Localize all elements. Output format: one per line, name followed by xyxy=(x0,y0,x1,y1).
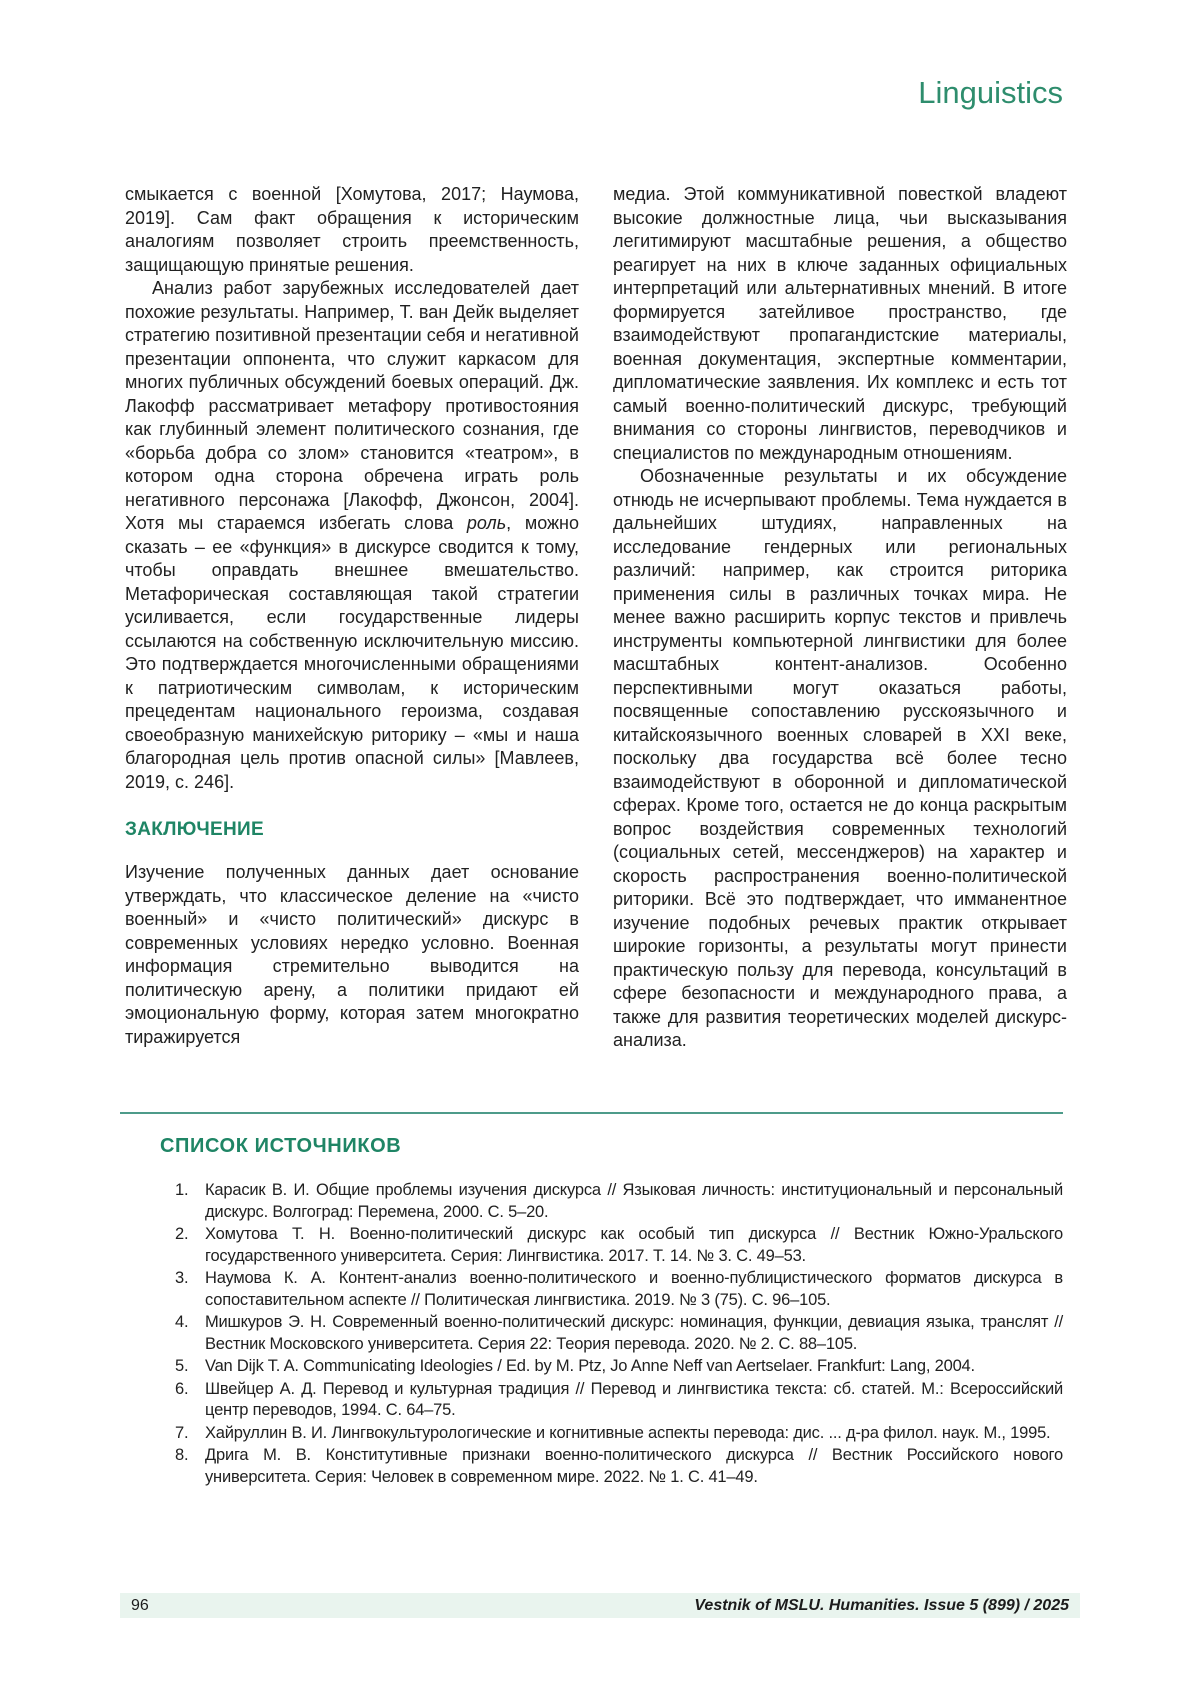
reference-item: Наумова К. А. Контент-анализ военно-политического и военно-публицистического форматов дискурса в сопоставительном аспекте // Политическая лингвистика. 2019. № 3 (75). С. 96–105. xyxy=(205,1269,1063,1309)
references-heading: СПИСОК ИСТОЧНИКОВ xyxy=(160,1135,402,1157)
reference-item: Хайруллин В. И. Лингвокультурологические и когнитивные аспекты перевода: дис. ... д-ра филол. наук. М., 1995. xyxy=(205,1423,1051,1442)
italic-term: роль xyxy=(466,513,507,533)
paragraph-text: , можно сказать – ее «функция» в дискурсе сводится к тому, чтобы оправдать внешнее вмешательство. Метафорическая составляющая такой стратегии усиливается, если государственные лидеры ссылаются на собственную исключительную миссию. Это подтверждается многочисленными обращениями к патриотическим символам, к историческим прецедентам национального героизма, создавая своеобразную манихейскую риторику – «мы и наша благородная цель против опасной силы» [Мавлеев, 2019, с. 246]. xyxy=(125,513,580,792)
reference-item: Швейцер А. Д. Перевод и культурная традиция // Перевод и лингвистика текста: сб. статей. М.: Всероссийский центр переводов, 1994. С. 64–75. xyxy=(205,1379,1063,1419)
reference-item: Van Dijk T. A. Communicating Ideologies / Ed. by M. Ptz, Jo Anne Neff van Aertselaer. Frankfurt: Lang, 2004. xyxy=(205,1357,975,1375)
left-column xyxy=(125,183,579,1053)
paragraph: Изучение полученных данных дает основание утверждать, что классическое деление на «чисто военный» и «чисто политический» дискурс в современных условиях нередко условно. Военная информация стремительно выводится на политическую арену, а политики придают ей эмоциональную форму, которая затем многократно тиражируется xyxy=(125,862,579,1047)
right-column xyxy=(613,183,1067,1053)
paragraph: Обозначенные результаты и их обсуждение отнюдь не исчерпывают проблемы. Тема нуждается в дальнейших штудиях, направленных на исследование гендерных или региональных различий: например, как строится риторика применения силы в различных точках мира. Не менее важно расширить корпус текстов и привлечь инструменты компьютерной лингвистики для более масштабных контент-анализов. Особенно перспективными могут оказаться работы, посвященные сопоставлению русскоязычного и китайскоязычного военных словарей в XXI веке, поскольку два государства всё более тесно взаимодействуют в оборонной и дипломатической сферах. Кроме того, остается не до конца раскрытым вопрос воздействия современных технологий (социальных сетей, мессенджеров) на характер и скорость распространения военно-политической риторики. Всё это подтверждает, что имманентное изучение подобных речевых практик открывает широкие горизонты, а результаты могут принести практическую пользу для перевода, консультаций в сфере безопасности и международного права, а также для развития теоретических моделей дискурс-анализа. xyxy=(613,466,1067,1050)
reference-item: Дрига М. В. Конститутивные признаки военно-политического дискурса // Вестник Российского нового университета. Серия: Человек в современном мире. 2022. № 1. С. 41–49. xyxy=(205,1446,1063,1486)
section-divider xyxy=(120,1112,1063,1114)
running-head xyxy=(125,76,1063,110)
reference-item: Хомутова Т. Н. Военно-политический дискурс как особый тип дискурса // Вестник Южно-Уральского государственного университета. Серия: Лингвистика. 2017. Т. 14. № 3. С. 49–53. xyxy=(205,1225,1063,1265)
paragraph xyxy=(125,277,579,794)
paragraph: смыкается с военной [Хомутова, 2017; Наумова, 2019]. Сам факт обращения к историческим аналогиям позволяет строить преемственность, защищающую принятые решения. xyxy=(125,184,579,275)
journal-title: Vestnik of MSLU. Humanities. Issue 5 (899) / 2025 xyxy=(694,1596,1069,1614)
section-label: Linguistics xyxy=(918,75,1063,110)
references-section xyxy=(120,1112,1063,1489)
reference-item: Мишкуров Э. Н. Современный военно-политический дискурс: номинация, функции, девиация языка, транслят // Вестник Московского университета. Серия 22: Теория перевода. 2020. № 2. С. 88–105. xyxy=(205,1313,1063,1353)
references-list xyxy=(120,1180,1063,1488)
page-number: 96 xyxy=(131,1596,149,1614)
paragraph-text: Анализ работ зарубежных исследователей дает похожие результаты. Например, Т. ван Дейк выделяет стратегию позитивной презентации себя и негативной презентации оппонента, что служит каркасом для многих публичных обсуждений боевых операций. Дж. Лакофф рассматривает метафору противостояния как глубинный элемент политического сознания, где «борьба добра со злом» становится «театром», в котором одна сторона обречена играть роль негативного персонажа [Лакофф, Джонсон, 2004]. Хотя мы стараемся избегать слова xyxy=(125,278,579,533)
paragraph: медиа. Этой коммуникативной повесткой владеют высокие должностные лица, чьи высказывания легитимируют масштабные решения, а общество реагирует на них в ключе заданных официальных интерпретаций или альтернативных мнений. В итоге формируется затейливое пространство, где взаимодействуют пропагандистские материалы, военная документация, экспертные комментарии, дипломатические заявления. Их комплекс и есть тот самый военно-политический дискурс, требующий внимания со стороны лингвистов, переводчиков и специалистов по международным отношениям. xyxy=(613,184,1067,463)
reference-item: Карасик В. И. Общие проблемы изучения дискурса // Языковая личность: институциональный и персональный дискурс. Волгоград: Перемена, 2000. С. 5–20. xyxy=(205,1181,1063,1221)
conclusion-heading: ЗАКЛЮЧЕНИЕ xyxy=(125,819,264,840)
article-body xyxy=(125,183,1067,1053)
page-footer xyxy=(120,1593,1080,1618)
